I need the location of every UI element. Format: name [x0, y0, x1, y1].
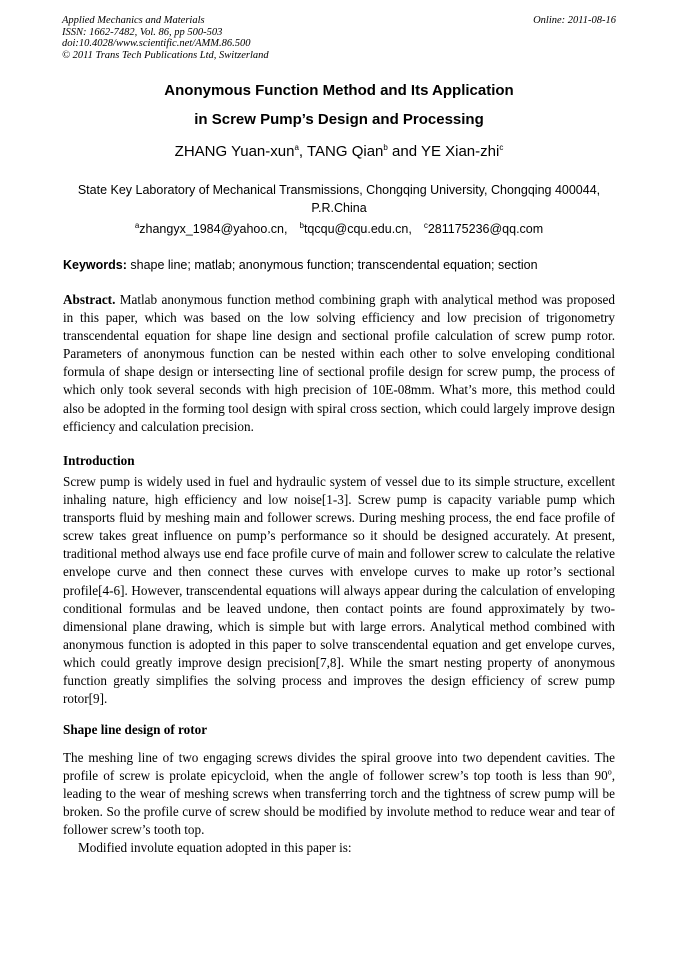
abstract — [63, 291, 615, 436]
online-date: Online: 2011-08-16 — [533, 15, 616, 26]
author-separator: and — [387, 143, 421, 160]
email-address[interactable]: 281175236@qq.com — [427, 222, 544, 236]
shape-line-heading: Shape line design of rotor — [63, 722, 208, 737]
paper-title-line-2: in Screw Pump’s Design and Processing — [194, 111, 484, 128]
doi-line: doi:10.4028/www.scientific.net/AMM.86.500 — [62, 38, 251, 49]
journal-name: Applied Mechanics and Materials — [62, 15, 205, 26]
shape-line-text-part-2: , leading to the wear of meshing screws when transferring torch and the tightness of screw pump will be broken. So the profile curve of screw should be modified by involute method to reduce wear and tear of follower screw’s tooth top. — [63, 768, 615, 838]
degree-mark: o — [607, 767, 612, 777]
affiliation-line-1: State Key Laboratory of Mechanical Transmissions, Chongqing University, Chongqing 400044, — [77, 183, 601, 197]
paper-title-line-1: Anonymous Function Method and Its Application — [164, 82, 514, 99]
keywords — [63, 258, 623, 272]
shape-line-text — [63, 749, 615, 839]
author-name: ZHANG Yuan-xun — [174, 143, 295, 160]
journal-header — [62, 15, 616, 61]
author-affil-mark: c — [499, 143, 504, 152]
introduction-text: Screw pump is widely used in fuel and hydraulic system of vessel due to its simple structure, excellent inhaling nature, high efficiency and low noise[1-3]. Screw pump is capacity variable pump which transports fluid by meshing main and follower screws. During meshing process, the end face profile of screw takes great influence on pump’s performance so it should be designed accurately. At present, traditional method always use end face profile curve of main and follower screw to calculate the relative envelope curve and then connect these curves with envelope curves to make up rotor’s sectional profile[4-6]. However, transcendental equations will always appear during the calculation of enveloping conditional formulas and be leaved undone, then contact points are found approximately by two-dimensional plane drawing, which is simple but with large errors. Analytical method combined with anonymous function is adopted in this paper to solve transcendental equation and get envelope curves, which could greatly improve design precision[7,8]. While the smart nesting property of anonymous function greatly simplifies the solving process and improves the design efficiency of screw pump rotor[9]. — [63, 474, 615, 707]
copyright-line: © 2011 Trans Tech Publications Ltd, Switzerland — [62, 49, 269, 61]
author-affil-mark: a — [294, 143, 299, 152]
author-separator: , — [298, 143, 307, 160]
affiliation — [60, 181, 618, 217]
author-affil-mark: b — [383, 143, 388, 152]
email-address[interactable]: tqcqu@cqu.edu.cn, — [303, 222, 412, 236]
email-mark: c — [423, 220, 428, 230]
email-list — [40, 222, 638, 236]
email-mark: a — [134, 220, 140, 230]
keywords-label: Keywords: — [63, 258, 127, 272]
author-name: YE Xian-zhi — [420, 143, 500, 160]
abstract-text: Matlab anonymous function method combining graph with analytical method was proposed in this paper, which was based on the low solving efficiency and low precision of trigonometry transcendental equation for shape line design and sectional profile calculation of screw pump rotor. Parameters of anonymous function can be nested within each other to solve enveloping conditional formula of shape design or intersecting line of sectional profile design for screw pump, the process of which only took several seconds with high precision of 10E-08mm. What’s more, this method could also be adopted in the forming tool design with spiral cross section, which could largely improve design efficiency and calculation precision. — [63, 292, 615, 434]
abstract-label: Abstract. — [63, 292, 116, 307]
email-mark: b — [299, 220, 304, 230]
author-name: TANG Qian — [306, 143, 384, 160]
affiliation-line-2: P.R.China — [311, 201, 367, 215]
issn-line: ISSN: 1662-7482, Vol. 86, pp 500-503 — [62, 26, 223, 38]
introduction-heading: Introduction — [63, 453, 135, 468]
author-list — [40, 143, 638, 160]
equation-intro-line: Modified involute equation adopted in this paper is: — [78, 840, 352, 855]
keywords-text: shape line; matlab; anonymous function; transcendental equation; section — [126, 258, 538, 272]
shape-line-text-part-1: The meshing line of two engaging screws divides the spiral groove into two dependent cavities. The profile of screw is prolate epicycloid, when the angle of follower screw’s top tooth is less than 90 — [63, 750, 615, 784]
email-address[interactable]: zhangyx_1984@yahoo.cn, — [139, 222, 288, 236]
